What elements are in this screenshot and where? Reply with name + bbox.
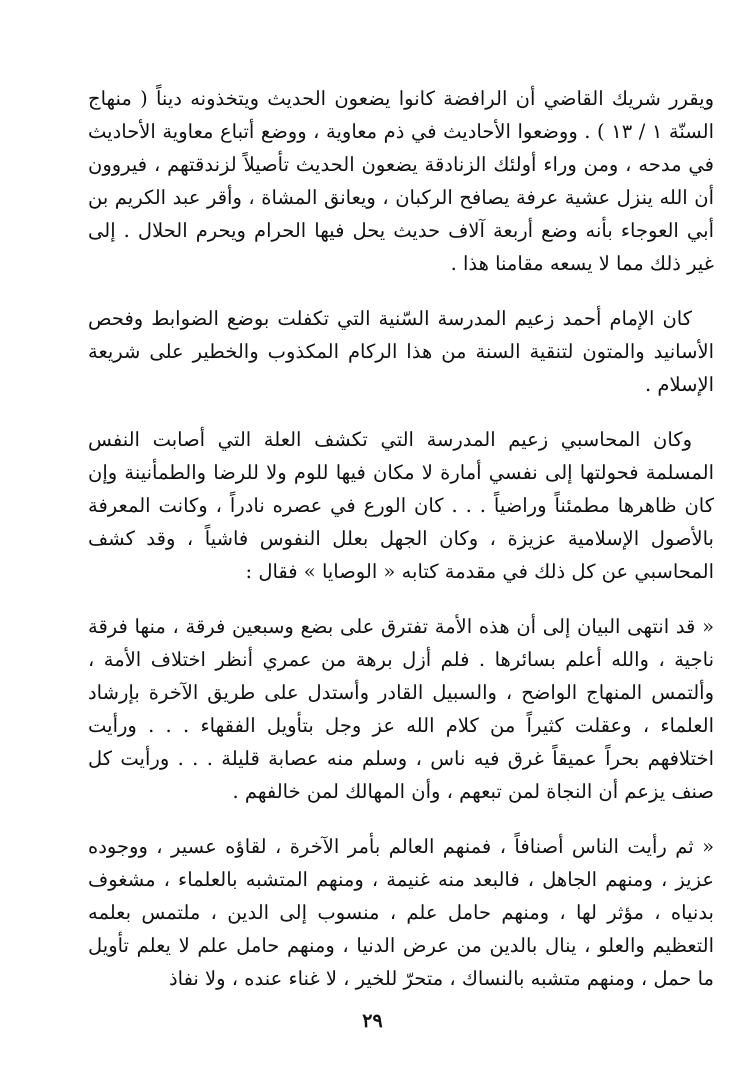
paragraph-5: « ثم رأيت الناس أصنافاً ، فمنهم العالم بأمر الآخرة ، لقاؤه عسير ، ووجوده عزيز ، ومنهم الجاهل ، فالبعد منه غنيمة ، ومنهم المتشبه بالعلماء ، مشغوف بدنياه ، مؤثر لها ، ومنهم حامل علم ، منسوب إلى الدين ، ملتمس بعلمه التعظيم والعلو ، ينال بالدين من عرض الدنيا ، ومنهم حامل علم لا يعلم تأويل ما حمل ، ومنهم متشبه بالنساك ، متحرّ للخير ، لا غناء عنده ، ولا نفاذ <box>88 835 714 990</box>
paragraph-1: ويقرر شريك القاضي أن الرافضة كانوا يضعون الحديث ويتخذونه ديناً ( منهاج السنّة ١ / ١٣ ) . ووضعوا الأحاديث في ذم معاوية ، ووضع أتباع معاوية الأحاديث في مدحه ، ومن وراء أولئك الزنادقة يضعون الحديث تأصيلاً لزندقتهم ، فيروون أن الله ينزل عشية عرفة يصافح الركبان ، ويعانق المشاة ، وأقر عبد الكريم بن أبي العوجاء بأنه وضع أربعة آلاف حديث يحل فيها الحرام ويحرم الحلال . إلى غير ذلك مما لا يسعه مقامنا هذا . <box>88 87 715 275</box>
paragraph-2: كان الإمام أحمد زعيم المدرسة السّنية التي تكفلت بوضع الضوابط وفحص الأسانيد والمتون لتنقية السنة من هذا الركام المكذوب والخطير على شريعة الإسلام . <box>88 307 714 396</box>
page-number: ٢٩ <box>362 1010 383 1032</box>
paragraph-4: « قد انتهى البيان إلى أن هذه الأمة تفترق على بضع وسبعين فرقة ، منها فرقة ناجية ، والله أعلم بسائرها . فلم أزل برهة من عمري أنظر اختلاف الأمة ، وألتمس المنهاج الواضح ، والسبيل القادر وأستدل على طريق الآخرة بإرشاد العلماء ، وعقلت كثيراً من كلام الله عز وجل بتأويل الفقهاء . . . ورأيت اختلافهم بحراً عميقاً غرق فيه ناس ، وسلم منه عصابة قليلة . . . ورأيت كل صنف يزعم أن النجاة لمن تبعهم ، وأن المهالك لمن خالفهم . <box>88 615 715 803</box>
page-body <box>88 82 714 1042</box>
paragraph-3: وكان المحاسبي زعيم المدرسة التي تكشف العلة التي أصابت النفس المسلمة فحولتها إلى نفسي أمارة لا مكان فيها للوم ولا للرضا والطمأنينة وإن كان ظاهرها مطمئناً وراضياً . . . كان الورع في عصره نادراً ، وكانت المعرفة بالأصول الإسلامية عزيزة ، وكان الجهل بعلل النفوس فاشياً ، وقد كشف المحاسبي عن كل ذلك في مقدمة كتابه « الوصايا » فقال : <box>88 428 714 583</box>
